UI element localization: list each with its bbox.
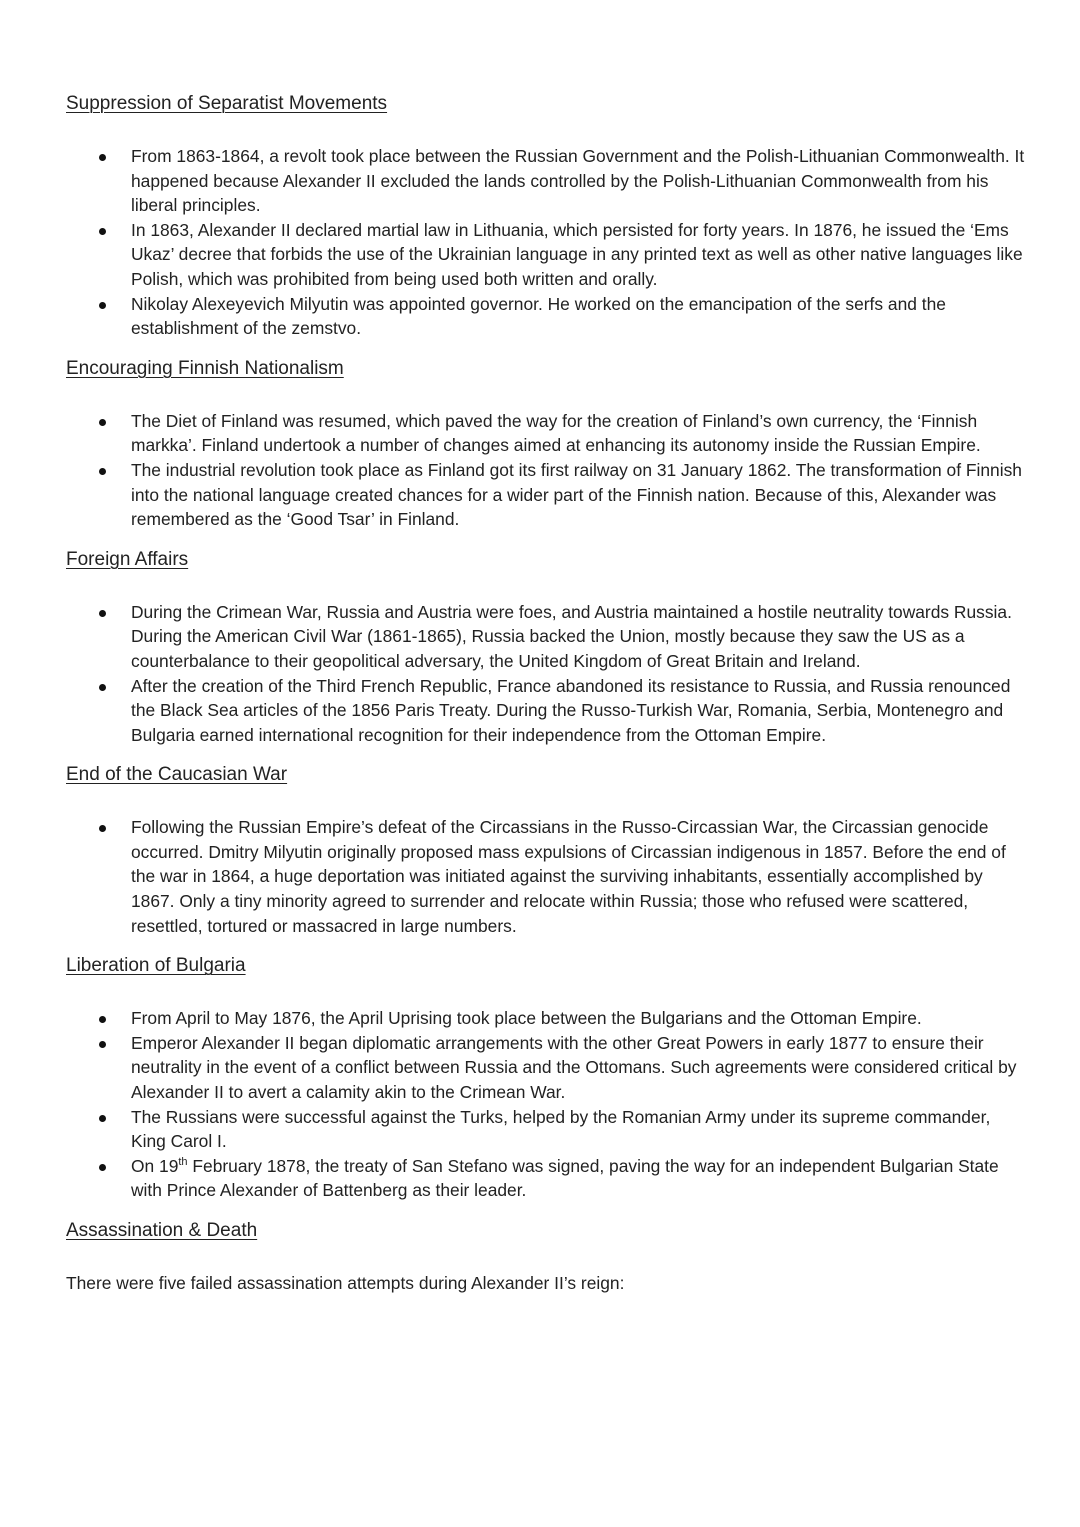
list-item-text [131, 1156, 999, 1201]
bullet-icon [99, 1115, 106, 1122]
bullet-icon [99, 610, 106, 617]
list-item-text: The Diet of Finland was resumed, which paved the way for the creation of Finland’s own currency, the ‘Finnish markka’. Finland undertook a number of changes aimed at enhancing its autonomy inside the Russian Empire. [131, 410, 981, 456]
bullet-icon [99, 154, 106, 161]
list-item [66, 1154, 1026, 1203]
list-item [66, 600, 1026, 674]
list-item-text: The Russians were successful against the Turks, helped by the Romanian Army under its supreme commander, King Carol I. [131, 1106, 991, 1152]
bullet-icon [99, 228, 106, 235]
treaty-text-after: February 1878, the treaty of San Stefano was signed, paving the way for an independent Bulgarian State with Prince Alexander of Battenberg as their leader. [131, 1155, 999, 1201]
section-separatist-movements [66, 92, 1026, 341]
list-item-text: From 1863-1864, a revolt took place between the Russian Government and the Polish-Lithuanian Commonwealth. It happened because Alexander II excluded the lands controlled by the Polish-Lithuanian Commonwealth from his liberal principles. [131, 146, 1025, 216]
bullet-list [66, 144, 1026, 341]
list-item [66, 458, 1026, 532]
bullet-icon [99, 1164, 106, 1171]
list-item-text: Nikolay Alexeyevich Milyutin was appointed governor. He worked on the emancipation of the serfs and the establishment of the zemstvo. [131, 293, 946, 339]
bullet-icon [99, 825, 106, 832]
list-item [66, 292, 1026, 341]
section-heading: Foreign Affairs [66, 548, 189, 570]
list-item [66, 1006, 1026, 1031]
section-heading: Suppression of Separatist Movements [66, 93, 388, 114]
list-item [66, 1105, 1026, 1154]
section-heading: Assassination & Death [66, 1220, 258, 1241]
section-liberation-of-bulgaria [66, 954, 1026, 1203]
list-item [66, 144, 1026, 218]
list-item-text: In 1863, Alexander II declared martial law in Lithuania, which persisted for forty years. In 1876, he issued the ‘Ems Ukaz’ decree that forbids the use of the Ukrainian language in any printed text as well as other native languages like Polish, which was prohibited from being used both written and orally. [131, 219, 1023, 289]
list-item-text: The industrial revolution took place as Finland got its first railway on 31 January 1862. The transformation of Finnish into the national language created chances for a wider part of the Finnish nation. Because of this, Alexander was remembered as the ‘Good Tsar’ in Finland. [131, 459, 1022, 530]
list-item-text: Following the Russian Empire’s defeat of the Circassians in the Russo-Circassian War, the Circassian genocide occurred. Dmitry Milyutin originally proposed mass expulsions of Circassian indigenous in 1857. Before the end of the war in 1864, a huge deportation was initiated against the surviving inhabitants, essentially accomplished by 1867. Only a tiny minority agreed to surrender and relocate within Russia; those who refused were scattered, resettled, tortured or massacred in large numbers. [131, 817, 1006, 936]
bullet-icon [99, 1016, 106, 1023]
list-item [66, 218, 1026, 292]
document-body [66, 92, 1026, 1296]
bullet-list [66, 815, 1026, 938]
treaty-text-before: On 19 [131, 1155, 179, 1176]
list-item-text: From April to May 1876, the April Uprising took place between the Bulgarians and the Ottoman Empire. [131, 1008, 922, 1029]
list-item-text: After the creation of the Third French Republic, France abandoned its resistance to Russia, and Russia renounced the Black Sea articles of the 1856 Paris Treaty. During the Russo-Turkish War, Romania, Serbia, Montenegro and Bulgaria earned international recognition for their independence from the Ottoman Empire. [131, 675, 1011, 745]
list-item-text: Emperor Alexander II began diplomatic arrangements with the other Great Powers in early 1877 to ensure their neutrality in the event of a conflict between Russia and the Ottomans. Such agreements were considered critical by Alexander II to avert a calamity akin to the Crimean War. [131, 1032, 1017, 1103]
section-heading: Liberation of Bulgaria [66, 955, 246, 977]
section-heading: Encouraging Finnish Nationalism [66, 357, 344, 379]
list-item [66, 1031, 1026, 1105]
bullet-list [66, 600, 1026, 748]
ordinal-suffix: th [178, 1156, 188, 1169]
bullet-icon [99, 684, 106, 691]
section-finnish-nationalism [66, 357, 1026, 532]
list-item-text: During the Crimean War, Russia and Austria were foes, and Austria maintained a hostile neutrality towards Russia. During the American Civil War (1861-1865), Russia backed the Union, mostly because they saw the US as a counterbalance to their geopolitical adversary, the United Kingdom of Great Britain and Ireland. [131, 601, 1012, 671]
bullet-icon [99, 419, 106, 426]
list-item [66, 674, 1026, 748]
bullet-list [66, 1006, 1026, 1203]
bullet-icon [99, 468, 106, 475]
paragraph: There were five failed assassination attempts during Alexander II’s reign: [66, 1273, 625, 1293]
list-item [66, 815, 1026, 938]
bullet-icon [99, 302, 106, 309]
section-assassination-death [66, 1219, 1026, 1296]
bullet-list [66, 409, 1026, 532]
section-caucasian-war [66, 763, 1026, 938]
bullet-icon [99, 1041, 106, 1048]
section-heading: End of the Caucasian War [66, 764, 288, 786]
section-foreign-affairs [66, 548, 1026, 748]
list-item [66, 409, 1026, 458]
